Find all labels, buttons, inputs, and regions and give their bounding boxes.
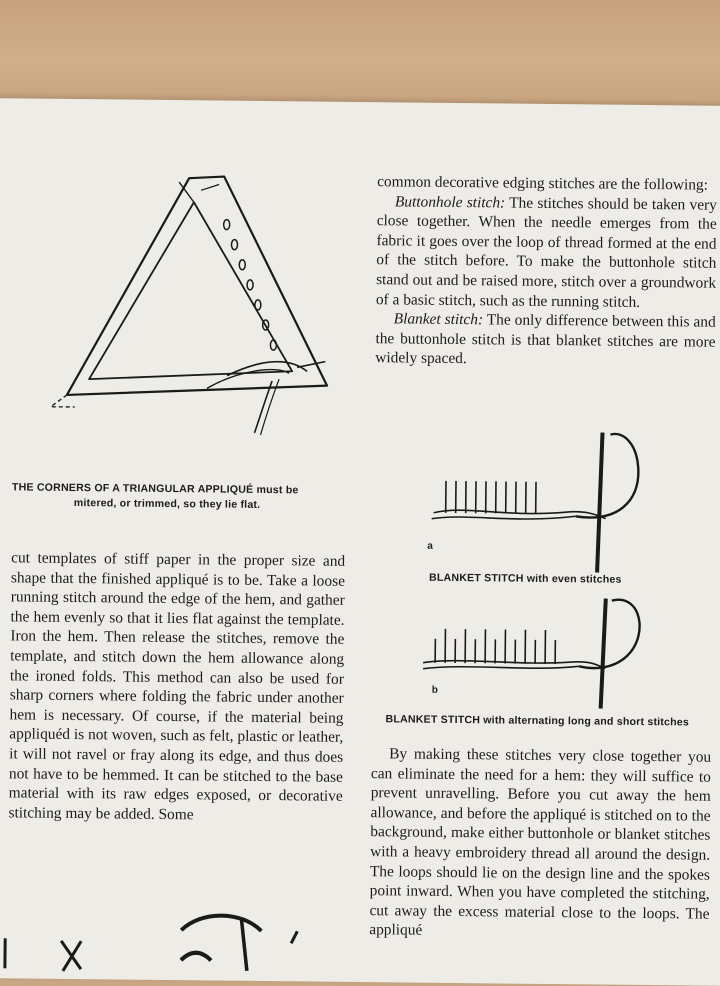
right-column-text-bottom bbox=[369, 744, 711, 943]
caption-a-bold: BLANKET STITCH bbox=[428, 571, 524, 585]
triangular-applique-illustration bbox=[27, 169, 350, 432]
blanket-stitch-even-caption bbox=[429, 571, 720, 589]
buttonhole-lead: Buttonhole stitch: bbox=[394, 192, 506, 212]
caption-rest: must be bbox=[253, 483, 299, 497]
left-column-text bbox=[8, 548, 345, 826]
caption-line-2: mitered, or trimmed, so they lie flat. bbox=[73, 497, 261, 511]
figure-b-letter: b bbox=[431, 684, 438, 696]
book-page bbox=[0, 98, 720, 986]
triangle-figure-caption bbox=[12, 480, 357, 514]
caption-b-bold: BLANKET STITCH bbox=[385, 713, 481, 727]
right-paragraph-1: common decorative edging stitches are the following: bbox=[377, 173, 709, 194]
left-paragraph: cut templates of stiff paper in the proper size and shape that the finished appliqué is to be. Take a loose running stitch around the edge of the hem, and gather the hem evenly so that it lies flat against the template. Iron the hem. Then release the stitches, remove the template, and stitch down the hem allowance along the ironed folds. This method can also be used for sharp corners where folding the fabric under another hem is necessary. Of course, if the material being appliquéd is not woven, such as felt, plastic or leather, it will not ravel or fray along its edge, and thus does not have to be hemmed. It can be stitched to the base material with its raw edges exposed, or decorative stitching may be added. Some bbox=[8, 549, 346, 823]
buttonhole-text: The stitches should be taken very close together. When the needle emerges from the fabric it goes over the loop of thread formed at the end of the stitch before. To make the buttonhole stitch stand out and be raised more, stitch over a groundwork of a basic stitch, such as the running stitch. bbox=[375, 194, 718, 311]
caption-b-rest: with alternating long and short stitches bbox=[480, 714, 690, 729]
right-paragraph-3 bbox=[375, 309, 716, 371]
blanket-stitch-alternating-caption bbox=[385, 712, 715, 730]
caption-bold: THE CORNERS OF A TRIANGULAR APPLIQUÉ bbox=[11, 481, 254, 496]
blanket-lead: Blanket stitch: bbox=[393, 310, 484, 329]
blanket-stitch-even-illustration bbox=[425, 421, 657, 573]
figure-a-letter: a bbox=[427, 540, 433, 552]
right-paragraph-2 bbox=[376, 192, 717, 313]
blanket-stitch-alternating-illustration bbox=[419, 591, 660, 714]
bottom-stitch-illustration bbox=[1, 898, 332, 981]
right-column-text-top bbox=[375, 172, 717, 371]
right-paragraph-4: By making these stitches very close together you can eliminate the need for a hem: they will suffice to prevent unravelling. Before you cut away the hem allowance, and before the appliqué is stitched on to the background, make either buttonhole or blanket stitches with a heavy embroidery thread all around the design. The loops should lie on the design line and the spokes point inward. When you have completed the stitching, cut away the excess material close to the loops. The appliqué bbox=[369, 745, 712, 940]
caption-a-rest: with even stitches bbox=[523, 572, 622, 586]
blanket-text: The only difference between this and the buttonhole stitch is that blanket stitches are more widely spaced. bbox=[375, 311, 716, 368]
